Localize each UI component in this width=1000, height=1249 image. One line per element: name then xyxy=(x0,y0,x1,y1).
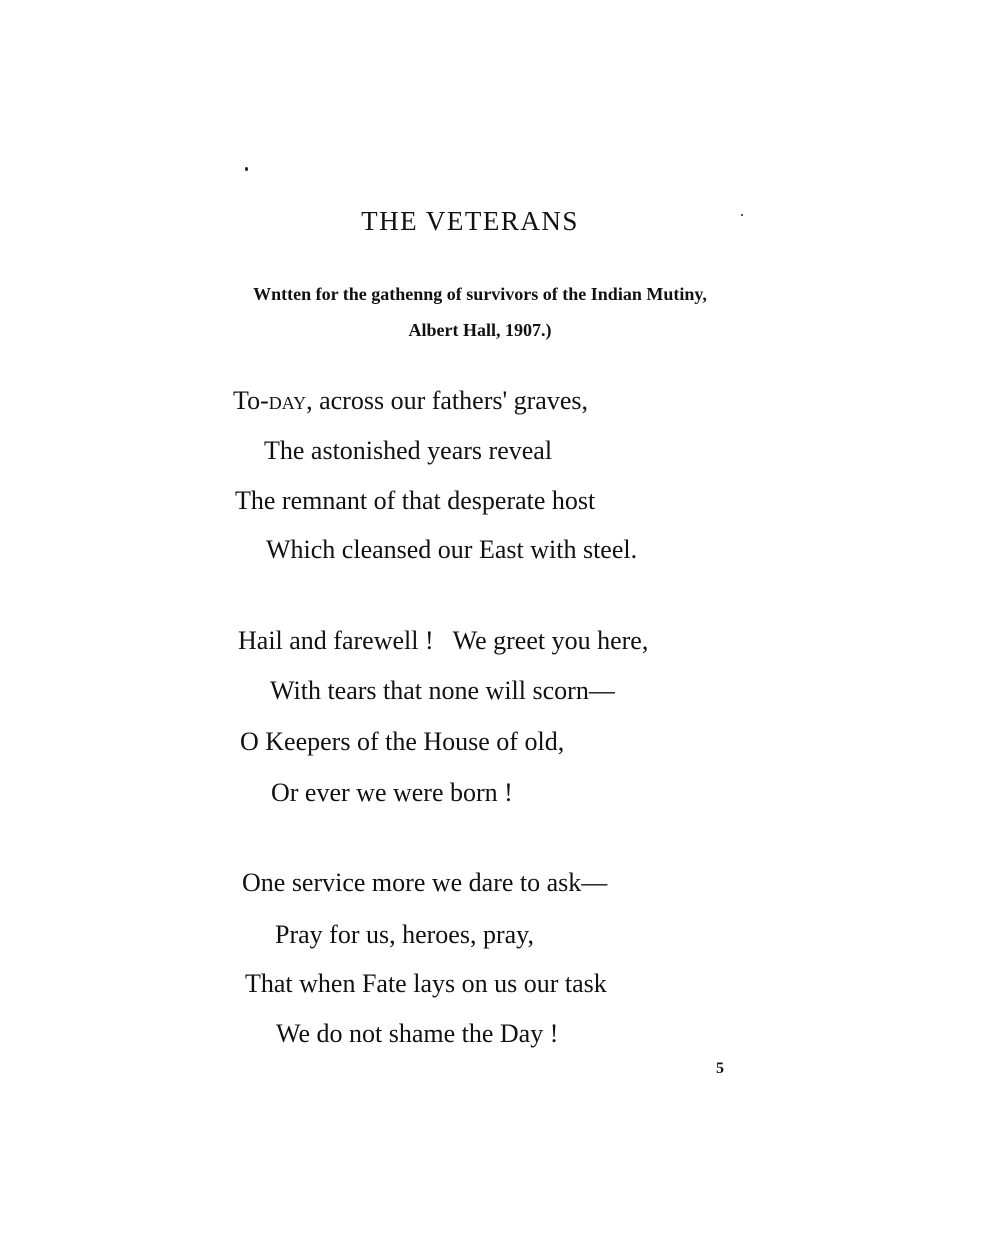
poem-line xyxy=(233,386,588,416)
poem-subtitle-line-1: Wntten for the gathenng of survivors of the Indian Mutiny, xyxy=(253,284,707,304)
poem-line: Pray for us, heroes, pray, xyxy=(275,920,534,949)
poem-title: THE VETERANS xyxy=(361,206,579,236)
poem-line: The astonished years reveal xyxy=(264,436,553,465)
poem-line: Which cleansed our East with steel. xyxy=(266,535,638,564)
poem-subtitle-line-2: Albert Hall, 1907.) xyxy=(408,320,552,340)
poem-line: With tears that none will scorn— xyxy=(270,676,615,705)
ink-speck xyxy=(245,167,248,171)
poem-line: That when Fate lays on us our task xyxy=(245,969,607,998)
poem-line: Or ever we were born ! xyxy=(271,778,513,807)
poem-line-text: , across our fathers' graves, xyxy=(306,386,589,415)
first-word-cap: To- xyxy=(233,386,269,415)
poem-line: Hail and farewell ! We greet you here, xyxy=(238,626,649,655)
first-word-small-caps: day xyxy=(268,386,307,415)
poem-line: O Keepers of the House of old, xyxy=(240,727,565,756)
page-number: 5 xyxy=(716,1060,724,1077)
poem-line: One service more we dare to ask— xyxy=(242,868,608,897)
poem-line: We do not shame the Day ! xyxy=(276,1019,559,1048)
poem-line: The remnant of that desperate host xyxy=(235,486,596,515)
